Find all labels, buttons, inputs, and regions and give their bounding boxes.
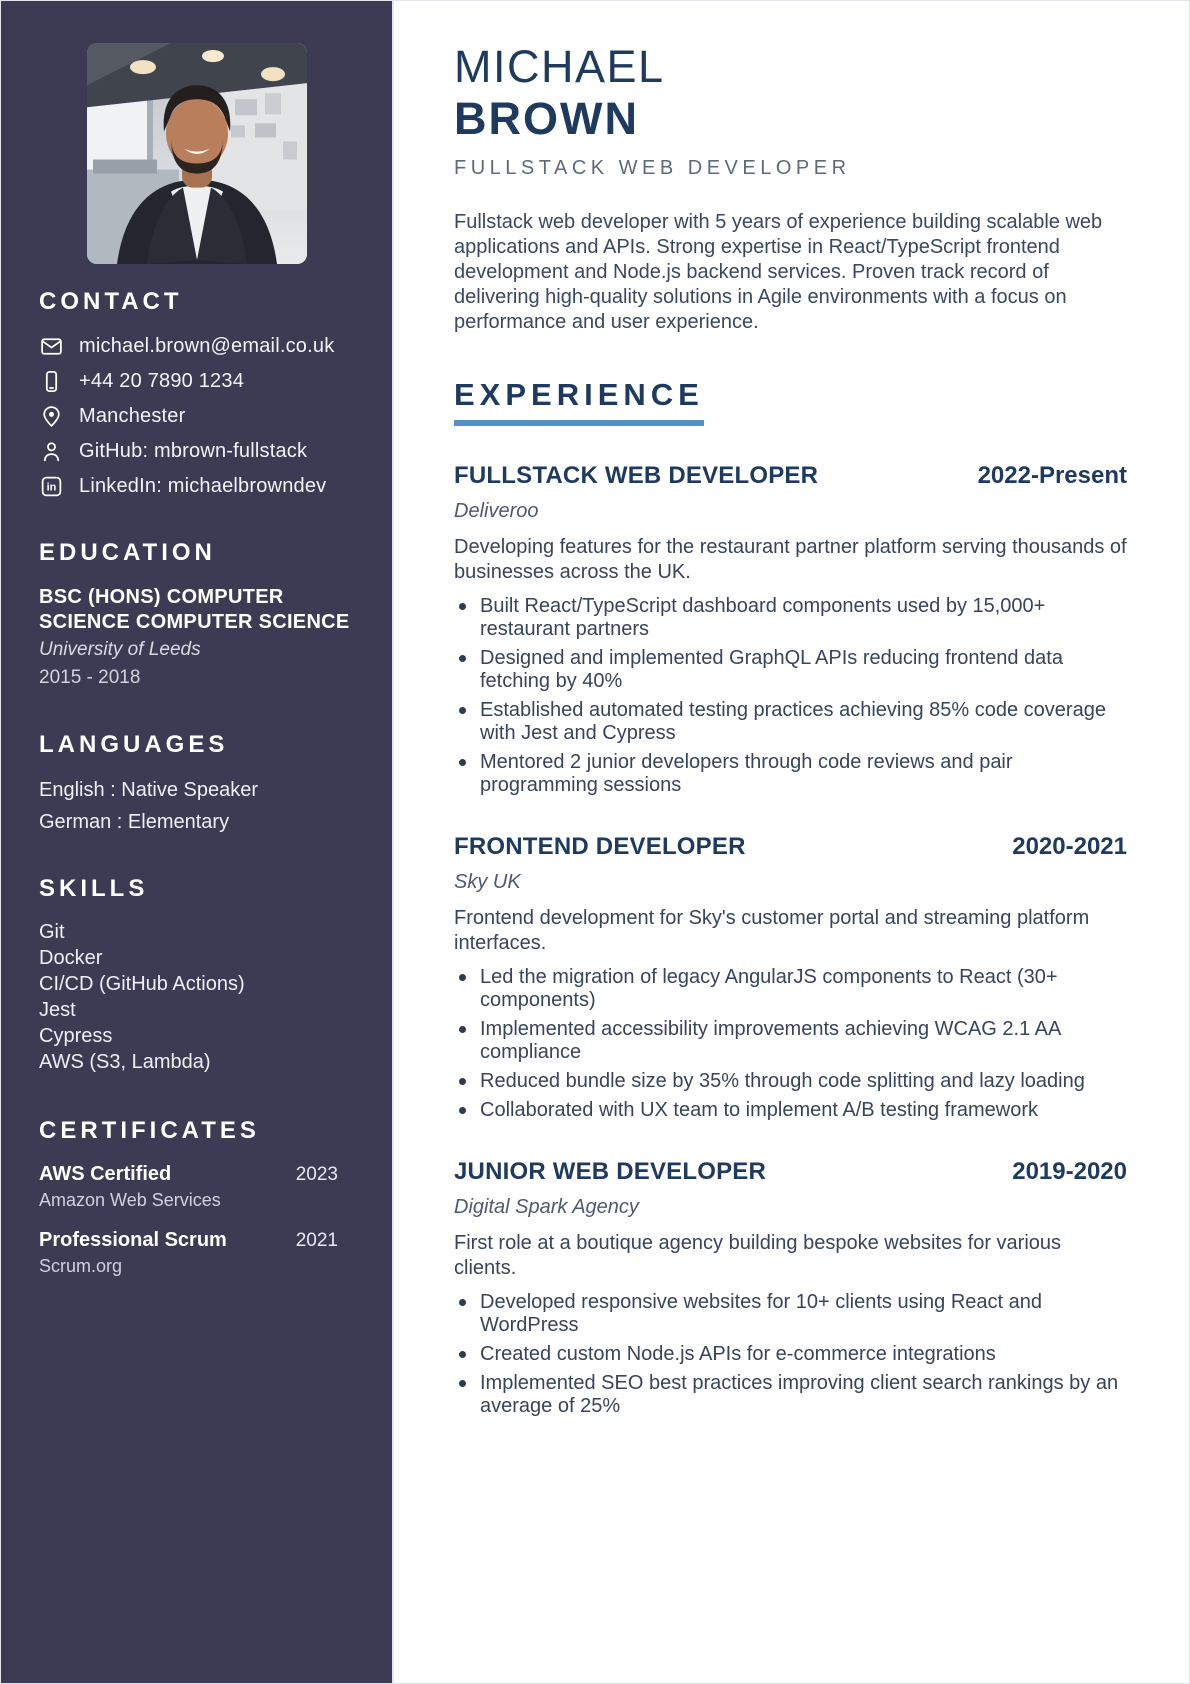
job-bullet: Implemented accessibility improvements achieving WCAG 2.1 AA compliance: [454, 1018, 1127, 1064]
skill-item: Jest: [39, 999, 76, 1021]
svg-text:in: in: [46, 481, 57, 494]
skill-item: Git: [39, 921, 65, 943]
job-company: Sky UK: [454, 871, 521, 893]
education-heading: EDUCATION: [39, 539, 216, 566]
mail-icon: [39, 334, 64, 359]
job-description: Developing features for the restaurant partner platform serving thousands of businesses across the UK.: [454, 536, 1127, 583]
education-section: [39, 539, 354, 689]
last-name: BROWN: [454, 93, 639, 144]
location-pin-icon: [39, 404, 64, 429]
first-name: MICHAEL: [454, 41, 665, 92]
job-bullet: Implemented SEO best practices improving client search rankings by an average of 25%: [454, 1372, 1127, 1418]
job-company: Digital Spark Agency: [454, 1196, 639, 1218]
sidebar: [1, 1, 394, 1683]
education-degree: BSC (HONS) COMPUTER SCIENCE COMPUTER SCIENCE: [39, 586, 350, 633]
contact-heading: CONTACT: [39, 288, 183, 315]
certificate-issuer: Amazon Web Services: [39, 1190, 221, 1210]
profile-photo: [87, 43, 307, 264]
certificate-item: [39, 1229, 354, 1277]
certificate-year: 2023: [295, 1164, 338, 1185]
contact-section: [39, 288, 354, 499]
contact-list: [39, 334, 354, 499]
certificates-heading: CERTIFICATES: [39, 1117, 260, 1144]
job-bullet: Established automated testing practices achieving 85% code coverage with Jest and Cypress: [454, 699, 1127, 745]
contact-location-text: Manchester: [79, 405, 186, 427]
job-bullet-list: [454, 595, 1127, 797]
education-dates: 2015 - 2018: [39, 667, 141, 688]
language-item: German : Elementary: [39, 811, 230, 833]
contact-phone[interactable]: [39, 369, 354, 394]
contact-github[interactable]: [39, 439, 354, 464]
experience-heading: EXPERIENCE: [454, 377, 704, 426]
job-title: FRONTEND DEVELOPER: [454, 833, 746, 860]
experience-entry: [454, 1158, 1127, 1418]
skill-item: Docker: [39, 947, 103, 969]
contact-phone-text: +44 20 7890 1234: [79, 370, 245, 392]
languages-list: [39, 777, 354, 835]
skills-heading: SKILLS: [39, 875, 149, 902]
professional-summary: Fullstack web developer with 5 years of experience building scalable web applications and APIs. Strong expertise in React/TypeScript frontend development and Node.js backend services. Proven track record of delivering high-quality solutions in Agile environments with a focus on performance and user experience.: [454, 211, 1103, 333]
certificate-issuer: Scrum.org: [39, 1256, 123, 1276]
skill-item: AWS (S3, Lambda): [39, 1051, 211, 1073]
job-bullet: Created custom Node.js APIs for e-commerce integrations: [454, 1343, 1127, 1366]
certificate-year: 2021: [295, 1230, 338, 1251]
job-bullet-list: [454, 1291, 1127, 1418]
job-bullet: Developed responsive websites for 10+ clients using React and WordPress: [454, 1291, 1127, 1337]
experience-entry: [454, 462, 1127, 797]
contact-email-text: michael.brown@email.co.uk: [79, 335, 335, 357]
job-description: Frontend development for Sky's customer portal and streaming platform interfaces.: [454, 907, 1090, 954]
certificate-name: AWS Certified: [39, 1163, 172, 1185]
job-bullet: Reduced bundle size by 35% through code splitting and lazy loading: [454, 1070, 1127, 1093]
job-bullet: Built React/TypeScript dashboard components used by 15,000+ restaurant partners: [454, 595, 1127, 641]
contact-location: [39, 404, 354, 429]
job-bullet: Collaborated with UX team to implement A/B testing framework: [454, 1099, 1127, 1122]
contact-linkedin[interactable]: [39, 474, 354, 499]
job-dates: 2020-2021: [1012, 833, 1127, 860]
languages-heading: LANGUAGES: [39, 731, 229, 758]
job-title: JUNIOR WEB DEVELOPER: [454, 1158, 767, 1185]
main-content: [394, 1, 1189, 1683]
job-bullet-list: [454, 966, 1127, 1122]
skill-item: CI/CD (GitHub Actions): [39, 973, 245, 995]
person-icon: [39, 439, 64, 464]
contact-email[interactable]: [39, 334, 354, 359]
job-bullet: Mentored 2 junior developers through code reviews and pair programming sessions: [454, 751, 1127, 797]
experience-entry: [454, 833, 1127, 1122]
professional-title: FULLSTACK WEB DEVELOPER: [454, 157, 851, 179]
certificates-section: [39, 1117, 354, 1277]
certificate-name: Professional Scrum: [39, 1229, 227, 1251]
job-company: Deliveroo: [454, 500, 539, 522]
phone-icon: [39, 369, 64, 394]
education-school: University of Leeds: [39, 639, 201, 660]
contact-linkedin-text: LinkedIn: michaelbrowndev: [79, 475, 327, 497]
languages-section: [39, 731, 354, 835]
contact-github-text: GitHub: mbrown-fullstack: [79, 440, 308, 462]
skills-section: [39, 875, 354, 1075]
job-dates: 2022-Present: [977, 462, 1127, 489]
skill-item: Cypress: [39, 1025, 113, 1047]
job-bullet: Designed and implemented GraphQL APIs reducing frontend data fetching by 40%: [454, 647, 1127, 693]
job-bullet: Led the migration of legacy AngularJS components to React (30+ components): [454, 966, 1127, 1012]
linkedin-icon: [39, 474, 64, 499]
skills-list: [39, 919, 354, 1075]
profile-photo-illustration: [87, 43, 307, 264]
job-description: First role at a boutique agency building bespoke websites for various clients.: [454, 1232, 1062, 1279]
language-item: English : Native Speaker: [39, 779, 259, 801]
certificate-item: [39, 1163, 354, 1211]
page-title: [454, 41, 1127, 145]
job-title: FULLSTACK WEB DEVELOPER: [454, 462, 819, 489]
job-dates: 2019-2020: [1012, 1158, 1127, 1185]
